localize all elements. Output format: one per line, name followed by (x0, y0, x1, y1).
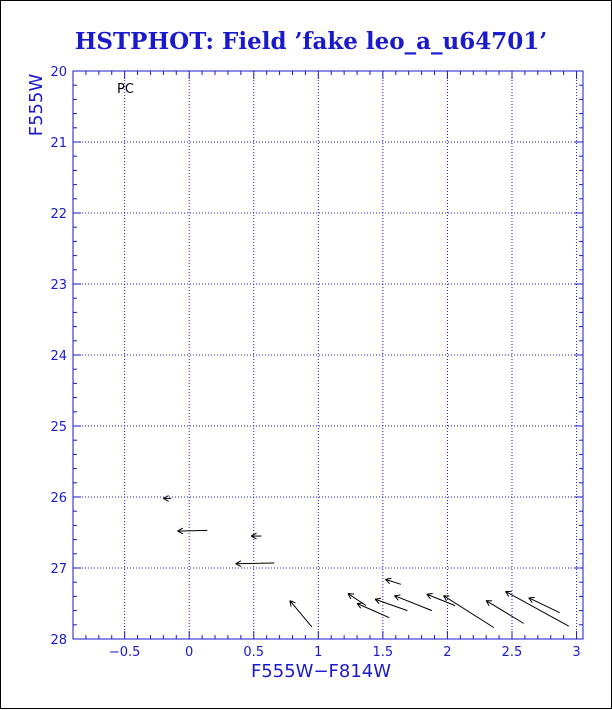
y-tick-label: 21 (50, 136, 67, 151)
arrow-series (163, 496, 568, 628)
y-tick-label: 24 (50, 349, 67, 364)
vector-arrow (357, 603, 389, 618)
vector-arrow (236, 561, 275, 567)
x-tick-label: 0 (185, 645, 193, 660)
x-tick-label: 3 (572, 645, 580, 660)
vector-arrow (427, 594, 455, 606)
vector-arrow (163, 496, 171, 502)
axis-ticks (50, 65, 583, 660)
x-tick-label: 1 (314, 645, 322, 660)
vector-arrow (178, 528, 208, 534)
y-tick-label: 26 (50, 491, 67, 506)
x-tick-label: 1.5 (373, 645, 394, 660)
chart-title: HSTPHOT: Field ’fake leo_a_u64701’ (75, 28, 548, 55)
y-tick-label: 23 (50, 278, 67, 293)
vector-arrow (486, 601, 523, 624)
vector-arrow (375, 598, 407, 610)
x-tick-label: 2.5 (502, 645, 523, 660)
x-tick-label: 2 (443, 645, 451, 660)
chart-canvas (1, 1, 612, 710)
vector-arrow (529, 598, 560, 613)
x-tick-label: 0.5 (243, 645, 264, 660)
y-tick-label: 27 (50, 562, 67, 577)
vector-arrow (385, 578, 400, 584)
x-tick-label: −0.5 (109, 645, 141, 660)
grid-lines (73, 71, 583, 639)
pc-annotation: PC (117, 82, 134, 97)
vector-arrow (251, 533, 261, 539)
y-tick-label: 20 (50, 65, 67, 80)
y-tick-label: 25 (50, 420, 67, 435)
x-axis-title: F555W−F814W (251, 661, 391, 682)
y-tick-label: 22 (50, 207, 67, 222)
y-axis-title: F555W (26, 74, 47, 137)
y-tick-label: 28 (50, 633, 67, 648)
vector-arrow (290, 601, 312, 627)
vector-arrow (506, 591, 569, 626)
